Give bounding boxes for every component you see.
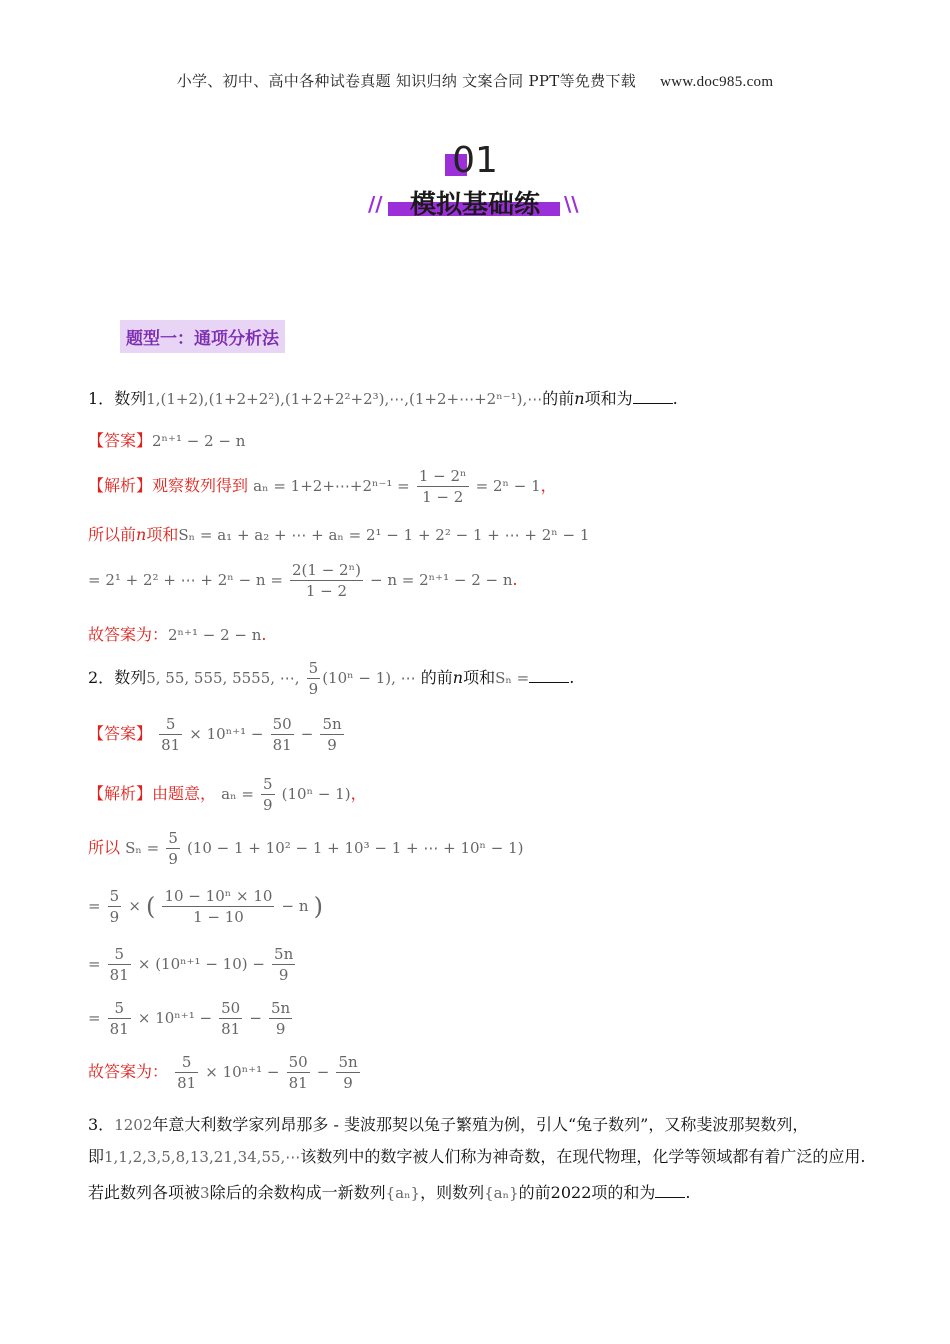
q1-end: . [672,389,678,408]
q2-l4-f1-num: 5 [108,998,131,1019]
q2-ans-f3-den: 9 [327,736,337,754]
q3-line3-e: 项的和为 [591,1183,656,1202]
q2-l3-frac-num: 5 [108,944,131,965]
q2-l3-f2-den: 9 [278,966,289,984]
q3-an2: {aₙ} [484,1184,519,1202]
page-header [0,70,950,91]
q2-ans-minus: − [300,725,314,743]
q3-line1 [88,1112,808,1135]
q2-l4-eq: = [88,1009,101,1027]
q2-answer-label: 【答案】 [88,724,153,743]
q2-c-f1-num: 5 [175,1052,198,1073]
q3-line2 [88,1144,865,1167]
q3-blank [655,1197,685,1198]
q1-analysis [88,466,557,507]
q2-sum-lhs: Sₙ = [125,839,160,857]
section-title: 题型一：通项分析法 [120,320,285,353]
q3-line3-b: 除后的余数构成一新数列 [209,1183,386,1202]
q1-conclusion: 故答案为：2ⁿ⁺¹ − 2 − n. [88,625,267,644]
q2-l3-frac-den: 81 [109,966,129,984]
q3-line3-c: ，则数列 [420,1183,485,1202]
q3-end: . [685,1183,691,1202]
q3-line1-text: 年意大利数学家列昂那多 - 斐波那契以兔子繁殖为例，引人“兔子数列”，又称斐波那契数列， [152,1115,809,1134]
q2-l3-mid: × (10ⁿ⁺¹ − 10) − [137,955,265,973]
q2-an-rhs: (10ⁿ − 1) [281,785,351,803]
q2-end: . [569,668,575,687]
q2-l4-f3-num: 5n [271,999,291,1017]
slash-right: \\ [564,192,579,216]
q2-an-frac-num: 5 [263,775,273,793]
q2-an-lhs: aₙ = [221,785,254,803]
q2-l4-f3 [269,998,292,1039]
q1-line2-frac [290,560,363,601]
q3-line3 [88,1180,691,1203]
q2-sum [88,828,524,869]
q1-conclusion-value: 2ⁿ⁺¹ − 2 − n [168,626,262,644]
q2-analysis-label: 【解析】 [88,784,153,803]
q1-line2-frac-num: 2(1 − 2ⁿ) [292,561,361,579]
q2-l4-f1 [108,998,131,1039]
slash-left: // [368,192,383,216]
q1-post2: 项和为 [584,389,633,408]
q1-line2-lhs: = 2¹ + 2² + ⋯ + 2ⁿ − n = [88,571,283,589]
q2-ans-f3-num: 5n [322,715,342,733]
q1-blank [633,403,673,404]
section-badge [0,140,950,230]
q2-l2-frac-den: 9 [109,908,120,926]
q2-ans-f1-den: 81 [161,736,181,754]
q2-sum-pre: 所以 [88,838,121,857]
q2-pre: 数列 [114,668,147,687]
q2-l4-f1-den: 81 [109,1020,129,1038]
q2-l3-eq: = [88,955,101,973]
q2-sn: Sₙ = [495,669,530,687]
q2-sum-frac-num: 5 [168,829,178,847]
q2-answer [88,714,346,755]
q1-post: 的前 [542,389,575,408]
q2-line2: = $\frac{5}{9}$ × ( $\frac{\text{10 − 10ⁿ × 10}}{1 - 10}$ − n ) [88,887,323,926]
header-text: 小学、初中、高中各种试卷真题 知识归纳 文案合同 PPT等免费下载 [176,72,637,90]
q2-analysis-text: 由题意， [152,784,217,803]
q2-seq-frac [307,658,321,699]
q1-number: 1． [88,389,115,408]
q2-l2-times: × [128,897,141,915]
q1-comma: ， [540,476,557,495]
badge-title: 模拟基础练 [409,190,540,220]
q1-stem [88,386,678,409]
q2-c-f1-den: 81 [177,1074,197,1092]
q1-sum-pre: 所以前 [88,525,137,544]
q2-l2-inner-frac [162,886,274,927]
q2-c-f3-num: 5n [338,1053,358,1071]
q1-sum-post: 项和 [146,525,179,544]
q3-line2-pre: 即 [88,1147,105,1166]
q2-c-mid: × 10ⁿ⁺¹ − [205,1063,280,1081]
q1-period: . [512,570,518,589]
q2-c-f2 [287,1052,310,1093]
q1-an-frac-num: 1 − 2ⁿ [418,467,467,485]
q1-sum-n: n [136,525,147,544]
q2-blank [529,682,569,683]
q2-l4-minus: − [249,1009,262,1027]
q2-l3-frac [108,944,131,985]
q3-year: 1202 [114,1116,153,1134]
q2-sum-frac-den: 9 [168,850,178,868]
q1-sequence: 1,(1+2),(1+2+2²),(1+2+2²+2³),⋯,(1+2+⋯+2ⁿ⁻¹),⋯ [146,390,543,408]
q1-conclusion-label: 故答案为： [88,625,169,644]
q2-sum-frac [166,828,180,869]
q2-c-f2-num: 50 [288,1053,308,1071]
q2-l2-tail: − n [281,897,309,915]
q1-pre: 数列 [114,389,147,408]
q1-analysis-text: 观察数列得到 [152,476,249,495]
q1-an-frac [417,466,469,507]
q2-ans-mid: × 10ⁿ⁺¹ − [189,725,264,743]
q1-line2 [88,560,518,601]
header-site[interactable]: www.doc985.com [660,74,774,90]
q2-post: 的前 [420,668,453,687]
q2-an-frac-den: 9 [263,796,273,814]
q2-an-frac [261,774,275,815]
q2-c-f2-den: 81 [288,1074,308,1092]
q1-answer-label: 【答案】 [88,431,153,450]
q3-line3-d: 的前 [518,1183,551,1202]
q1-sum-expr: Sₙ = a₁ + a₂ + ⋯ + aₙ = 2¹ − 1 + 2² − 1 + ⋯ + 2ⁿ − 1 [178,526,590,544]
q1-sum [88,522,589,545]
q2-stem [88,658,574,699]
q2-n: n [452,668,464,687]
q2-conclusion-label: 故答案为： [88,1062,169,1081]
q2-c-f3-den: 9 [343,1074,353,1092]
q1-n: n [574,389,585,408]
q2-ans-f2 [271,714,294,755]
q3-line3-a: 若此数列各项被 [88,1183,201,1202]
q1-analysis-label: 【解析】 [88,476,153,495]
q2-ans-f3 [320,714,343,755]
badge-number: 01 [452,140,498,181]
q2-l3-f2-num: 5n [274,945,294,963]
q2-ans-f2-num: 50 [272,715,292,733]
q1-line2-frac-den: 1 − 2 [305,582,348,600]
q3-line2-post: 该数列中的数字被人们称为神奇数，在现代物理，化学等领域都有着广泛的应用. [300,1147,866,1166]
q2-c-minus: − [316,1063,330,1081]
q2-l4-f3-den: 9 [275,1020,286,1038]
q2-l2-in-den: 1 − 10 [193,908,244,926]
q2-l4-f2-den: 81 [221,1020,241,1038]
q2-ans-f1-num: 5 [159,714,182,735]
q1-answer [88,428,245,451]
q2-l2-frac [108,886,122,927]
q2-ans-f1 [159,714,182,755]
q2-ans-f2-den: 81 [272,736,292,754]
q2-c-f1 [175,1052,198,1093]
q3-number: 3． [88,1115,115,1134]
q2-c-f3 [336,1052,359,1093]
q2-an-comma: ， [350,784,367,803]
q2-conclusion [88,1052,362,1093]
q2-l3-f2 [272,944,295,985]
q1-an-rhs: = 2ⁿ − 1 [475,477,541,495]
q2-number: 2． [88,668,115,687]
q2-post2: 项和 [463,668,496,687]
q2-seq-frac-den: 9 [308,680,319,698]
q3-an: {aₙ} [385,1184,421,1202]
q2-l2-frac-num: 5 [109,887,120,905]
q2-analysis [88,774,367,815]
q1-an-frac-den: 1 − 2 [422,488,464,506]
q2-l2-in-num: 10 − 10ⁿ × 10 [164,887,273,905]
q2-line3 [88,944,297,985]
q1-an-lhs: aₙ = 1+2+⋯+2ⁿ⁻¹ = [253,477,410,495]
q3-2022: 2022 [550,1183,592,1202]
q2-sum-rhs: (10 − 1 + 10² − 1 + 10³ − 1 + ⋯ + 10ⁿ − 1) [186,839,524,857]
q2-l4-f2-num: 50 [221,999,241,1017]
q1-answer-value: 2ⁿ⁺¹ − 2 − n [152,432,246,450]
q2-l2-eq: = [88,897,101,915]
q2-l4-f2 [219,998,242,1039]
q2-seq-tail: (10ⁿ − 1), ⋯ [322,669,416,687]
q3-three: 3 [200,1184,210,1202]
q3-sequence: 1,1,2,3,5,8,13,21,34,55,⋯ [104,1148,301,1166]
q2-l4-mid: × 10ⁿ⁺¹ − [137,1009,213,1027]
q2-seq-frac-num: 5 [308,659,319,677]
q2-line4 [88,998,294,1039]
q1-line2-rhs: − n = 2ⁿ⁺¹ − 2 − n [370,571,513,589]
q2-sequence: 5, 55, 555, 5555, ⋯, [146,669,300,687]
